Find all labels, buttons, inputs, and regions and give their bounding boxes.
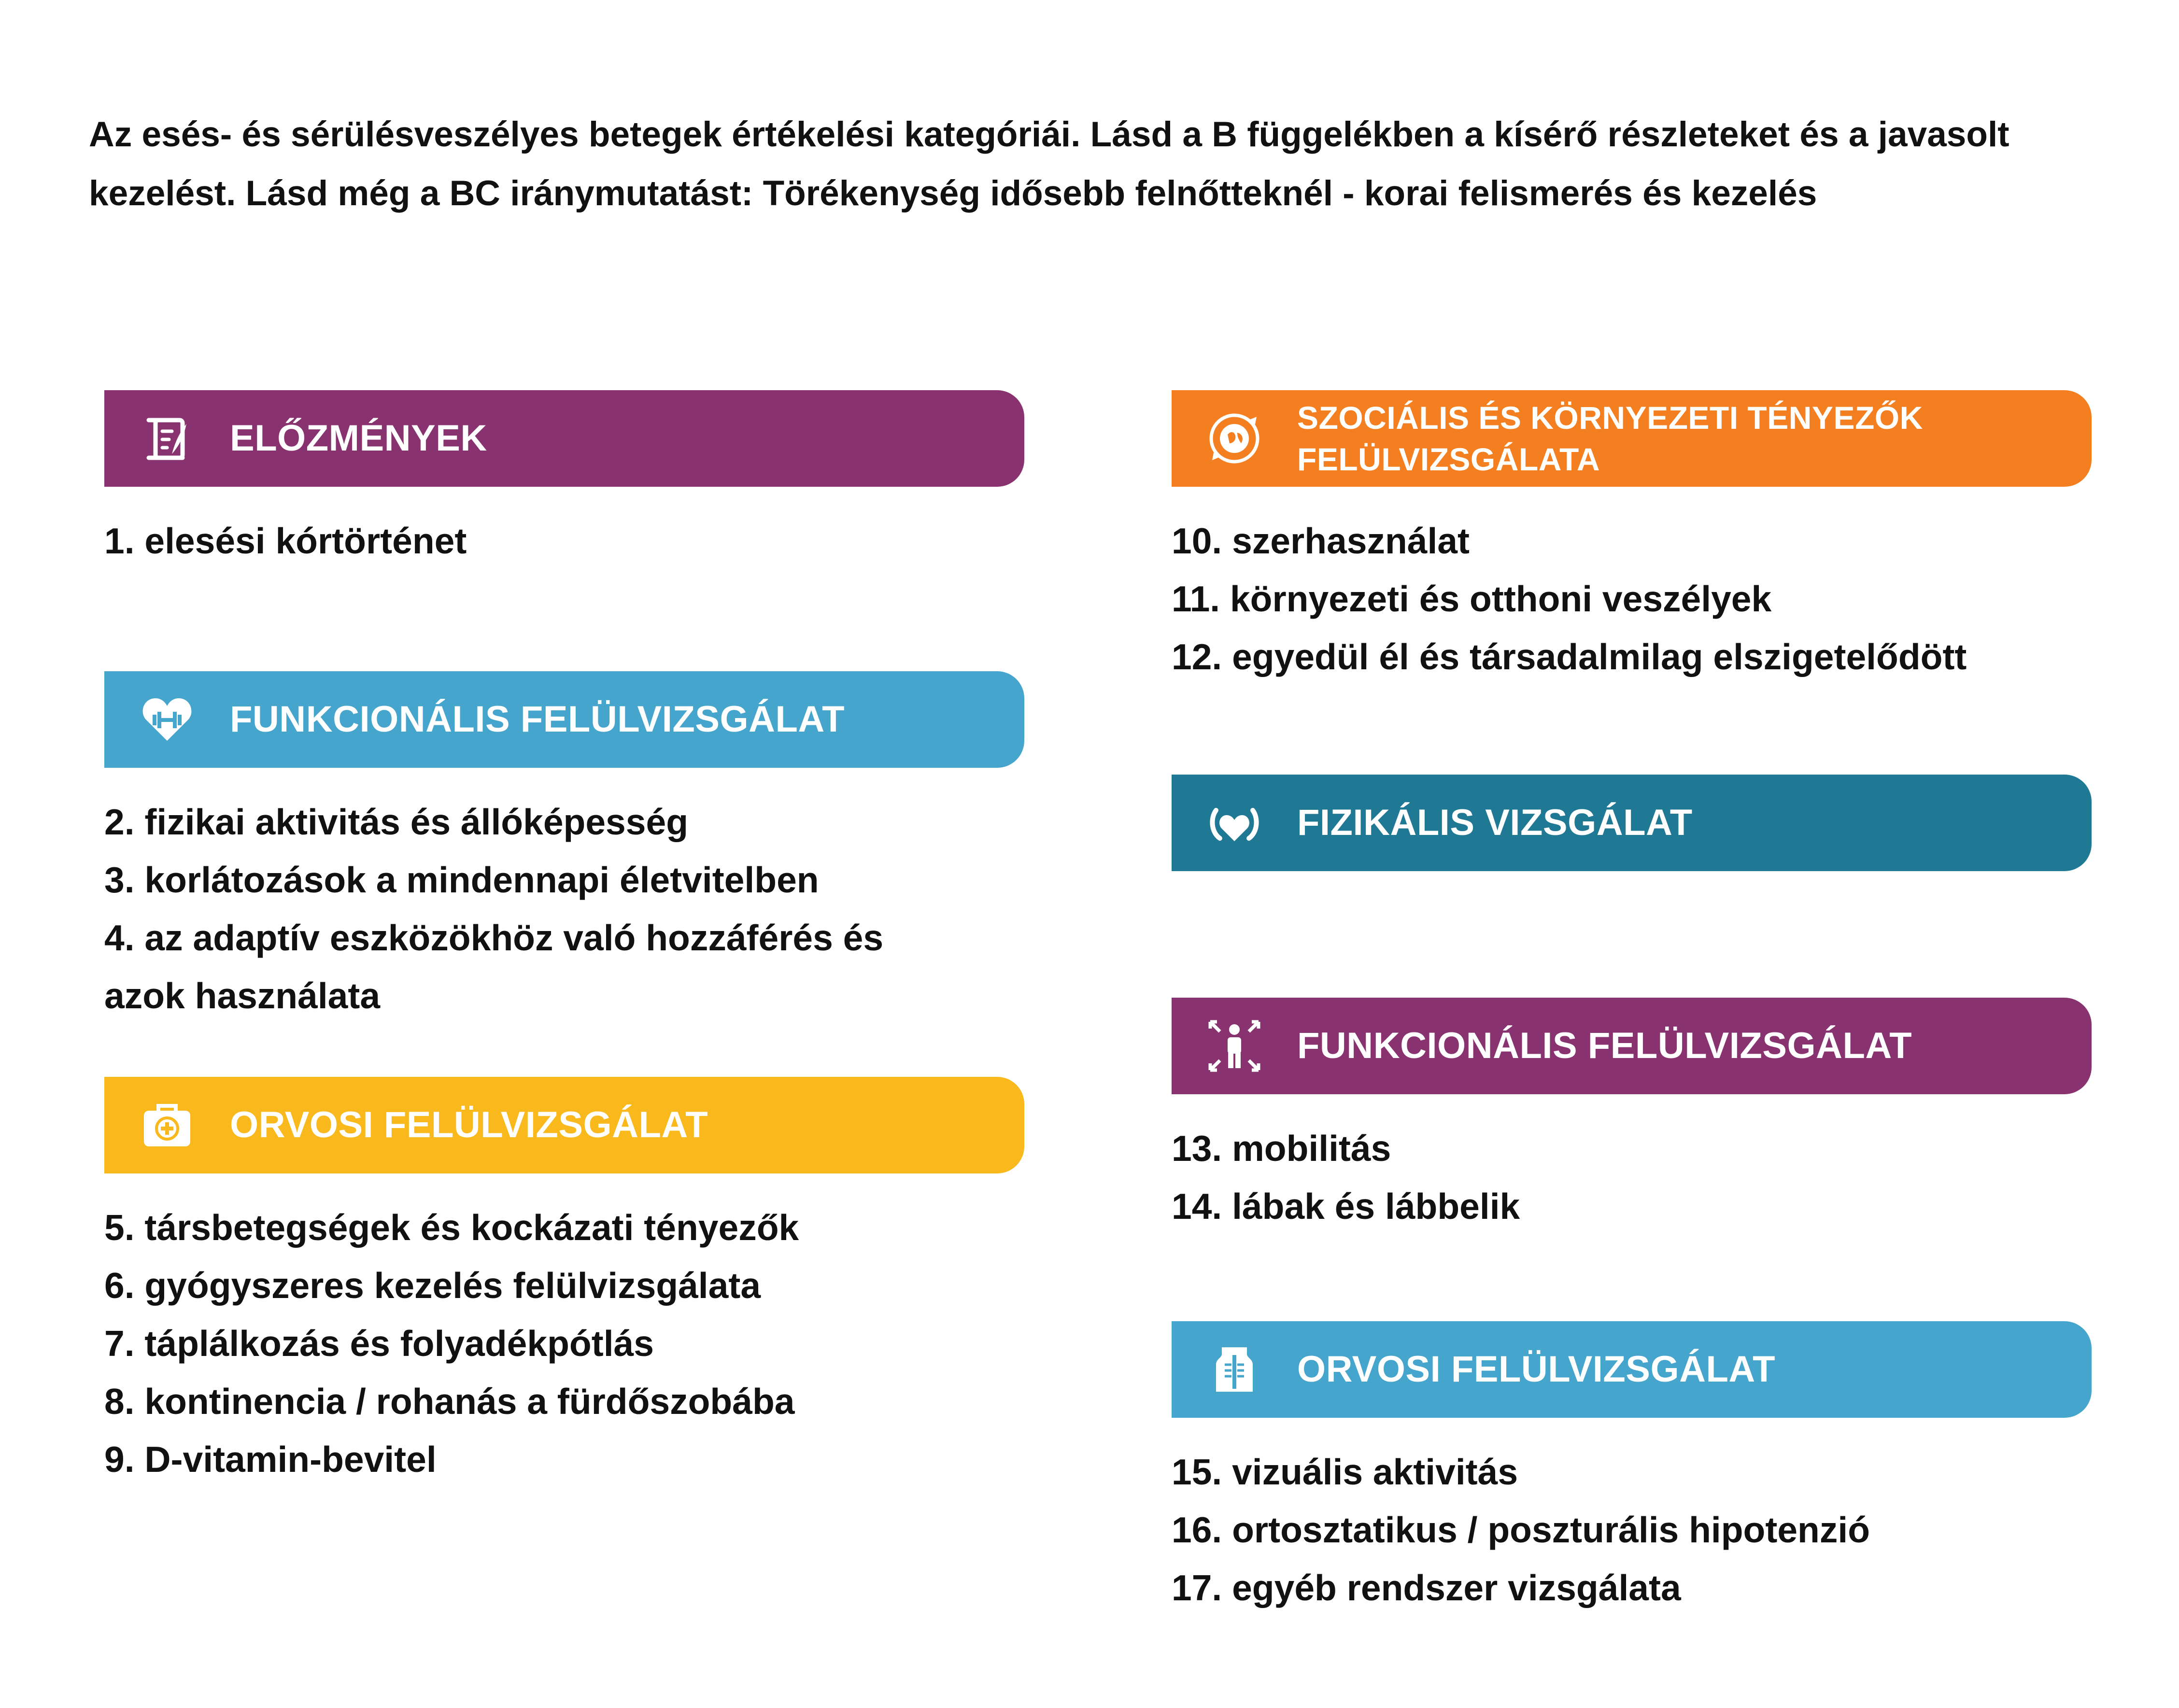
history-list <box>104 512 1024 570</box>
body-xray-icon <box>1205 1341 1263 1398</box>
heart-dumbbell-icon <box>138 691 196 748</box>
list-item: 9. D-vitamin-bevitel <box>104 1439 437 1480</box>
list-item: 14. lábak és lábbelik <box>1172 1186 1520 1227</box>
banner-title-line1: SZOCIÁLIS ÉS KÖRNYEZETI TÉNYEZŐK <box>1297 400 1923 436</box>
list-item: 13. mobilitás <box>1172 1128 1391 1169</box>
hands-heart-icon <box>1205 794 1263 852</box>
section-social <box>1172 390 2092 686</box>
section-physical <box>1172 775 2092 871</box>
section-functional-left <box>104 671 1024 1025</box>
person-arrows-icon <box>1205 1017 1263 1075</box>
list-item: 17. egyéb rendszer vizsgálata <box>1172 1567 1681 1608</box>
section-medical-left <box>104 1077 1024 1488</box>
social-environment-icon <box>1205 409 1263 467</box>
banner-medical-left <box>104 1077 1024 1173</box>
list-item: 3. korlátozások a mindennapi életvitelben <box>104 860 819 900</box>
banner-physical <box>1172 775 2092 871</box>
banner-title <box>1297 397 1923 480</box>
scroll-quill-icon <box>138 409 196 467</box>
list-item: 4. az adaptív eszközökhöz való hozzáférés és <box>104 918 884 958</box>
banner-functional-right <box>1172 998 2092 1094</box>
list-item: 5. társbetegségek és kockázati tényezők <box>104 1207 799 1248</box>
list-item: 6. gyógyszeres kezelés felülvizsgálata <box>104 1265 761 1306</box>
social-list <box>1172 512 2092 686</box>
list-item: 1. elesési kórtörténet <box>104 521 467 561</box>
functional-right-list <box>1172 1119 2092 1235</box>
medical-left-list <box>104 1199 1024 1488</box>
banner-title: ELŐZMÉNYEK <box>230 418 487 459</box>
banner-title: ORVOSI FELÜLVIZSGÁLAT <box>230 1104 708 1145</box>
section-history <box>104 390 1024 570</box>
list-item: 11. környezeti és otthoni veszélyek <box>1172 579 1772 619</box>
list-item: 12. egyedül él és társadalmilag elszigetelődött <box>1172 636 1967 677</box>
list-item: azok használata <box>104 975 381 1016</box>
banner-title-line2: FELÜLVIZSGÁLATA <box>1297 441 1600 477</box>
list-item: 7. táplálkozás és folyadékpótlás <box>104 1323 654 1364</box>
list-item: 10. szerhasználat <box>1172 521 1470 561</box>
banner-medical-right <box>1172 1321 2092 1418</box>
intro-text: Az esés- és sérülésveszélyes betegek értékelési kategóriái. Lásd a B függelékben a kísérő részleteket és a javasolt kezelést. Lásd még a BC iránymutatást: Törékenység idősebb felnőtteknél - korai felismerés és kezelés <box>89 115 2009 213</box>
medical-kit-icon <box>138 1096 196 1154</box>
banner-title: ORVOSI FELÜLVIZSGÁLAT <box>1297 1349 1776 1390</box>
list-item: 15. vizuális aktivitás <box>1172 1452 1518 1492</box>
banner-title: FUNKCIONÁLIS FELÜLVIZSGÁLAT <box>230 699 845 740</box>
banner-functional-left <box>104 671 1024 768</box>
section-medical-right <box>1172 1321 2092 1617</box>
list-item: 2. fizikai aktivitás és állóképesség <box>104 802 689 842</box>
banner-title: FIZIKÁLIS VIZSGÁLAT <box>1297 802 1693 843</box>
banner-social <box>1172 390 2092 487</box>
list-item: 16. ortosztatikus / poszturális hipotenzió <box>1172 1510 1870 1550</box>
list-item: 8. kontinencia / rohanás a fürdőszobába <box>104 1381 795 1422</box>
medical-right-list <box>1172 1443 2092 1617</box>
section-functional-right <box>1172 998 2092 1235</box>
functional-left-list <box>104 793 1024 1025</box>
banner-history <box>104 390 1024 487</box>
banner-title: FUNKCIONÁLIS FELÜLVIZSGÁLAT <box>1297 1025 1912 1066</box>
